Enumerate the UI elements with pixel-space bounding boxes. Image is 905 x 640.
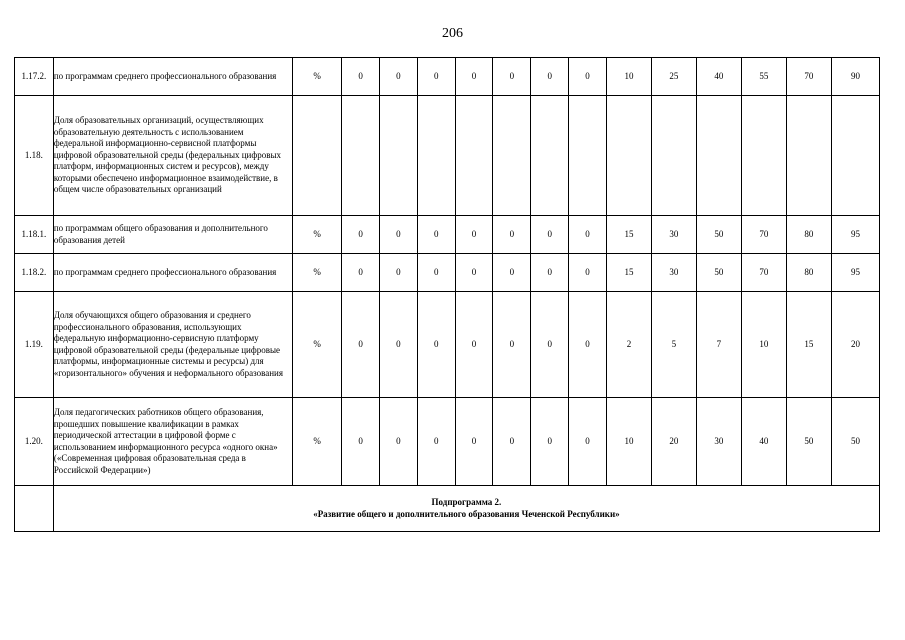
value-cell: 0 [531, 292, 569, 398]
value-cell: 0 [531, 398, 569, 486]
subprogram-number: Подпрограмма 2. [431, 497, 502, 507]
value-cell: 10 [606, 398, 651, 486]
value-cell: 0 [569, 292, 607, 398]
value-cell: 0 [531, 58, 569, 96]
value-cell: 50 [696, 216, 741, 254]
value-cell: 0 [417, 254, 455, 292]
value-cell: 30 [651, 254, 696, 292]
value-cell: 0 [531, 216, 569, 254]
value-cell: 0 [569, 254, 607, 292]
value-cell: 0 [342, 216, 380, 254]
row-number: 1.18.1. [15, 216, 54, 254]
value-cell: 95 [831, 254, 879, 292]
value-cell: 0 [342, 254, 380, 292]
value-cell: 0 [569, 58, 607, 96]
value-cell: 70 [741, 254, 786, 292]
indicator-name: по программам среднего профессионального образования [53, 254, 292, 292]
page-number: 206 [442, 26, 463, 41]
value-cell: 80 [786, 216, 831, 254]
value-cell: 25 [651, 58, 696, 96]
indicator-name: Доля образовательных организаций, осуществляющих образовательную деятельность с использованием федеральной информационно-сервисной платформы цифровой образовательной среды (федеральных цифровых платформ, информационных систем и ресурсов), между которыми обеспечено информационное взаимодействие, в общем числе образовательных организаций [53, 96, 292, 216]
table-row [15, 292, 880, 398]
value-cell: 0 [493, 58, 531, 96]
value-cell [741, 96, 786, 216]
row-number: 1.20. [15, 398, 54, 486]
value-cell: 50 [831, 398, 879, 486]
value-cell [569, 96, 607, 216]
indicator-name: Доля педагогических работников общего образования, прошедших повышение квалификации в рамках периодической аттестации в цифровой форме с использованием информационного ресурса «одного окна» («Современная цифровая образовательная среда в Российской Федерации») [53, 398, 292, 486]
value-cell [831, 96, 879, 216]
value-cell: 0 [342, 58, 380, 96]
value-cell [455, 96, 493, 216]
value-cell: 0 [569, 216, 607, 254]
value-cell [493, 96, 531, 216]
value-cell [696, 96, 741, 216]
value-cell: 70 [741, 216, 786, 254]
row-number: 1.17.2. [15, 58, 54, 96]
unit-cell: % [293, 58, 342, 96]
unit-cell [293, 96, 342, 216]
value-cell: 40 [696, 58, 741, 96]
table-row [15, 254, 880, 292]
value-cell [651, 96, 696, 216]
row-number: 1.19. [15, 292, 54, 398]
table-row [15, 58, 880, 96]
value-cell [531, 96, 569, 216]
value-cell: 0 [417, 216, 455, 254]
value-cell: 30 [651, 216, 696, 254]
value-cell [606, 96, 651, 216]
value-cell: 0 [455, 254, 493, 292]
value-cell: 10 [606, 58, 651, 96]
value-cell: 0 [493, 292, 531, 398]
value-cell: 20 [651, 398, 696, 486]
value-cell: 95 [831, 216, 879, 254]
value-cell [342, 96, 380, 216]
indicator-name: Доля обучающихся общего образования и среднего профессионального образования, использующих федеральную информационно-сервисную платформу цифровой образовательной среды (федеральные цифровые платформы, информационные системы и ресурсы) для «горизонтального» обучения и неформального образования [53, 292, 292, 398]
value-cell: 0 [493, 254, 531, 292]
value-cell: 0 [417, 58, 455, 96]
value-cell: 0 [342, 398, 380, 486]
value-cell: 30 [696, 398, 741, 486]
row-number: 1.18.2. [15, 254, 54, 292]
value-cell [379, 96, 417, 216]
unit-cell: % [293, 292, 342, 398]
value-cell: 0 [493, 398, 531, 486]
value-cell: 70 [786, 58, 831, 96]
value-cell: 55 [741, 58, 786, 96]
value-cell: 15 [606, 254, 651, 292]
value-cell: 80 [786, 254, 831, 292]
value-cell: 5 [651, 292, 696, 398]
value-cell: 0 [569, 398, 607, 486]
value-cell: 20 [831, 292, 879, 398]
value-cell [786, 96, 831, 216]
value-cell: 0 [493, 216, 531, 254]
subprogram-row [15, 486, 880, 532]
value-cell: 7 [696, 292, 741, 398]
value-cell: 0 [342, 292, 380, 398]
table-row [15, 398, 880, 486]
value-cell: 0 [531, 254, 569, 292]
value-cell: 40 [741, 398, 786, 486]
value-cell: 0 [417, 292, 455, 398]
value-cell: 0 [379, 58, 417, 96]
unit-cell: % [293, 398, 342, 486]
value-cell: 0 [379, 398, 417, 486]
indicator-name: по программам общего образования и дополнительного образования детей [53, 216, 292, 254]
value-cell: 50 [696, 254, 741, 292]
indicator-name: по программам среднего профессионального образования [53, 58, 292, 96]
value-cell: 15 [606, 216, 651, 254]
value-cell [417, 96, 455, 216]
unit-cell: % [293, 254, 342, 292]
value-cell: 90 [831, 58, 879, 96]
value-cell: 0 [379, 254, 417, 292]
value-cell: 0 [455, 292, 493, 398]
empty-number-cell [15, 486, 54, 532]
value-cell: 50 [786, 398, 831, 486]
value-cell: 0 [379, 292, 417, 398]
value-cell: 0 [455, 58, 493, 96]
value-cell: 0 [455, 216, 493, 254]
indicators-table [14, 57, 880, 532]
unit-cell: % [293, 216, 342, 254]
value-cell: 0 [455, 398, 493, 486]
value-cell: 10 [741, 292, 786, 398]
row-number: 1.18. [15, 96, 54, 216]
value-cell: 0 [417, 398, 455, 486]
table-row [15, 216, 880, 254]
value-cell: 15 [786, 292, 831, 398]
table-row [15, 96, 880, 216]
subprogram-heading [53, 486, 879, 532]
value-cell: 0 [379, 216, 417, 254]
value-cell: 2 [606, 292, 651, 398]
subprogram-title: «Развитие общего и дополнительного образования Чеченской Республики» [313, 508, 620, 519]
